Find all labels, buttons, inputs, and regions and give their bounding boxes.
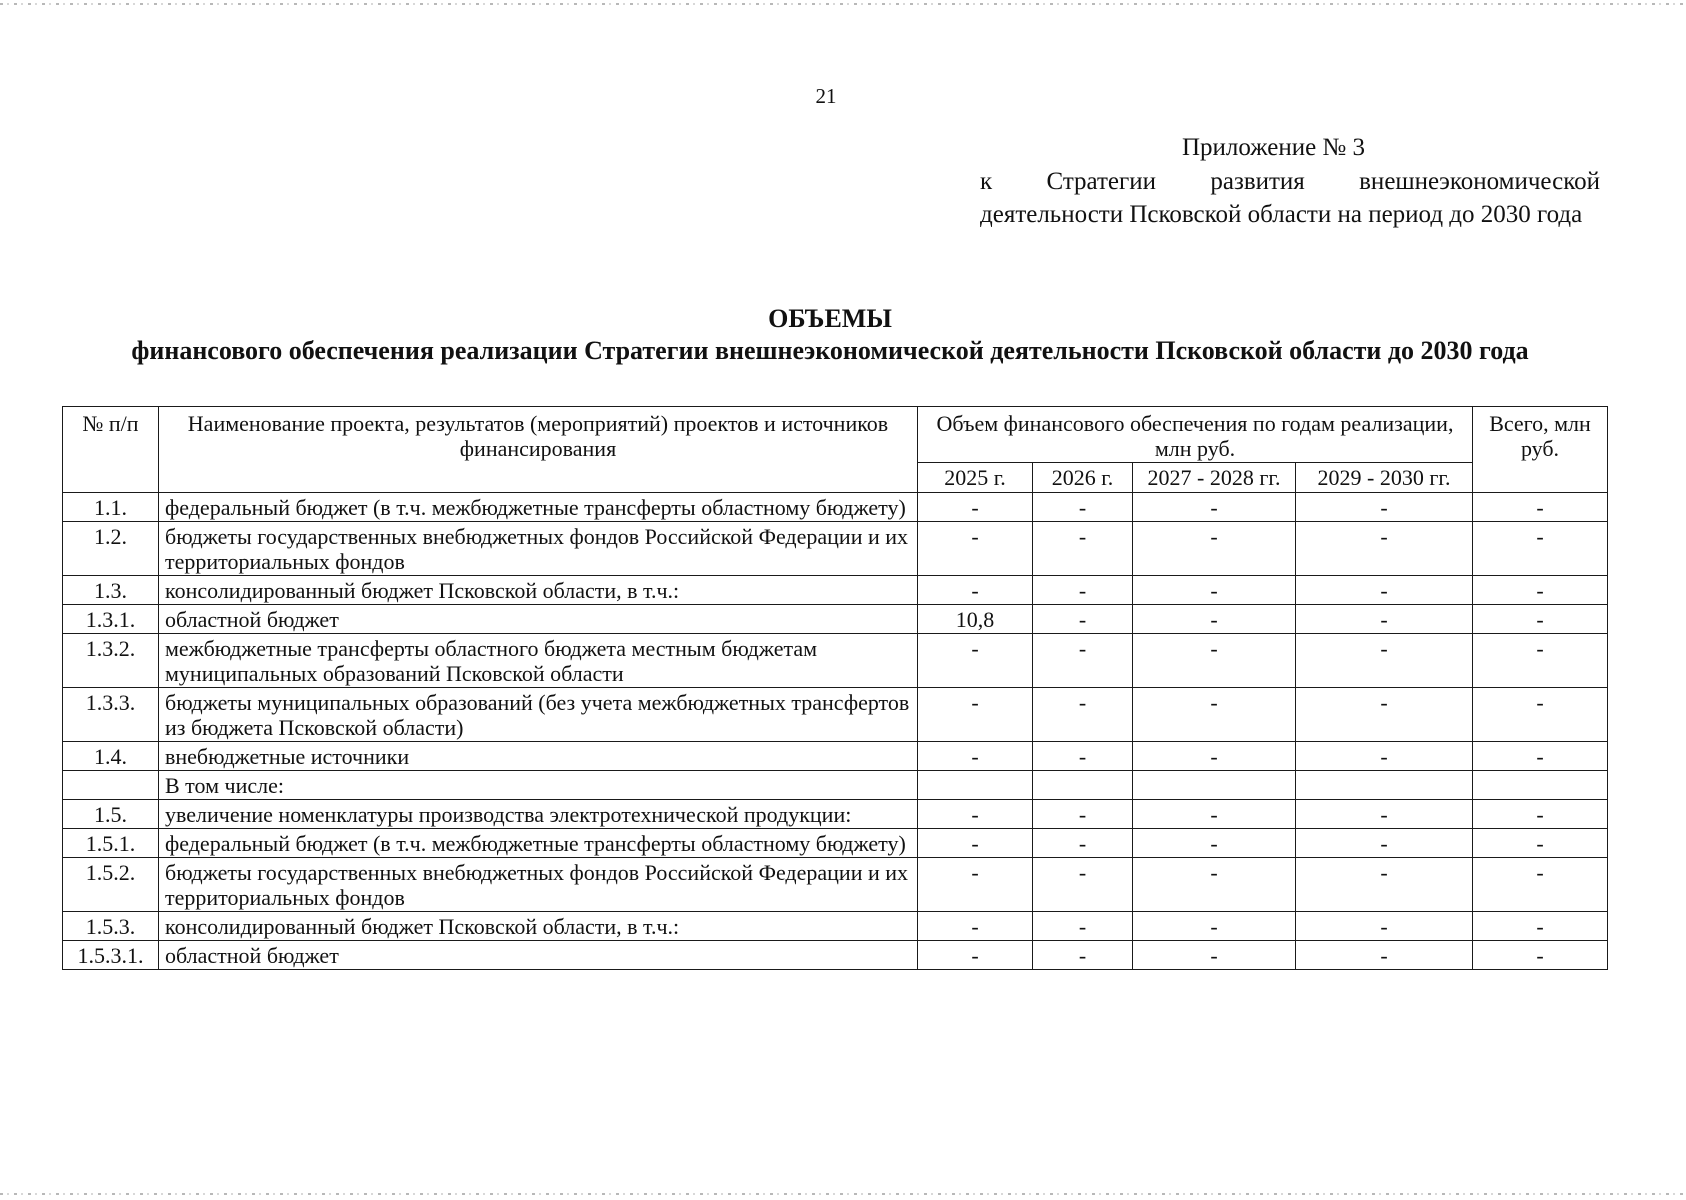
value-total: - xyxy=(1473,941,1608,970)
table-row xyxy=(63,858,1608,912)
value-2025: - xyxy=(918,941,1033,970)
row-name: внебюджетные источники xyxy=(159,742,918,771)
row-name: увеличение номенклатуры производства электротехнической продукции: xyxy=(159,800,918,829)
row-number: 1.5.3. xyxy=(63,912,159,941)
value-total: - xyxy=(1473,493,1608,522)
header-name: Наименование проекта, результатов (мероприятий) проектов и источников финансирования xyxy=(159,407,918,493)
value-2025: - xyxy=(918,522,1033,576)
table-row xyxy=(63,800,1608,829)
value-2026: - xyxy=(1033,941,1133,970)
value-2025: - xyxy=(918,912,1033,941)
value-2027-2028: - xyxy=(1133,800,1296,829)
table-row xyxy=(63,742,1608,771)
value-total xyxy=(1473,771,1608,800)
row-name: федеральный бюджет (в т.ч. межбюджетные трансферты областному бюджету) xyxy=(159,829,918,858)
table-header-row xyxy=(63,407,1608,463)
value-2029-2030: - xyxy=(1296,742,1473,771)
value-2027-2028: - xyxy=(1133,829,1296,858)
financing-table xyxy=(62,406,1608,970)
value-2027-2028: - xyxy=(1133,742,1296,771)
row-number: 1.5. xyxy=(63,800,159,829)
table-body xyxy=(63,493,1608,970)
scan-edge-bottom xyxy=(0,1193,1686,1195)
value-2025: - xyxy=(918,688,1033,742)
table-row xyxy=(63,576,1608,605)
row-name: консолидированный бюджет Псковской области, в т.ч.: xyxy=(159,576,918,605)
row-number: 1.3.3. xyxy=(63,688,159,742)
value-2029-2030 xyxy=(1296,771,1473,800)
header-total: Всего, млн руб. xyxy=(1473,407,1608,493)
value-2025: 10,8 xyxy=(918,605,1033,634)
value-2029-2030: - xyxy=(1296,605,1473,634)
header-year-2027-2028: 2027 - 2028 гг. xyxy=(1133,463,1296,493)
value-2025: - xyxy=(918,742,1033,771)
row-number: 1.1. xyxy=(63,493,159,522)
value-2026: - xyxy=(1033,634,1133,688)
table-row xyxy=(63,771,1608,800)
row-number: 1.4. xyxy=(63,742,159,771)
value-2027-2028: - xyxy=(1133,858,1296,912)
value-2027-2028: - xyxy=(1133,493,1296,522)
value-2026: - xyxy=(1033,800,1133,829)
document-title: ОБЪЕМЫ xyxy=(768,304,892,333)
value-2026: - xyxy=(1033,858,1133,912)
value-2029-2030: - xyxy=(1296,576,1473,605)
table-row xyxy=(63,941,1608,970)
row-number: 1.5.3.1. xyxy=(63,941,159,970)
value-2025: - xyxy=(918,858,1033,912)
table-row xyxy=(63,829,1608,858)
row-number: 1.3.2. xyxy=(63,634,159,688)
appendix-text: к Стратегии развития внешнеэкономической деятельности Псковской области на период до 2030 года xyxy=(980,168,1600,228)
value-2029-2030: - xyxy=(1296,634,1473,688)
row-number: 1.2. xyxy=(63,522,159,576)
value-2027-2028: - xyxy=(1133,912,1296,941)
table-row xyxy=(63,493,1608,522)
value-total: - xyxy=(1473,829,1608,858)
value-total: - xyxy=(1473,522,1608,576)
value-2027-2028: - xyxy=(1133,688,1296,742)
row-name: федеральный бюджет (в т.ч. межбюджетные трансферты областному бюджету) xyxy=(159,493,918,522)
value-2027-2028: - xyxy=(1133,634,1296,688)
value-2025: - xyxy=(918,493,1033,522)
value-2026: - xyxy=(1033,576,1133,605)
value-2029-2030: - xyxy=(1296,522,1473,576)
value-2029-2030: - xyxy=(1296,941,1473,970)
page-number: 21 xyxy=(815,84,837,108)
row-name: бюджеты государственных внебюджетных фондов Российской Федерации и их территориальных фондов xyxy=(159,522,918,576)
value-2026: - xyxy=(1033,493,1133,522)
row-name: межбюджетные трансферты областного бюджета местным бюджетам муниципальных образований Псковской области xyxy=(159,634,918,688)
value-2029-2030: - xyxy=(1296,912,1473,941)
value-2027-2028 xyxy=(1133,771,1296,800)
value-2026: - xyxy=(1033,742,1133,771)
value-2025: - xyxy=(918,576,1033,605)
value-2029-2030: - xyxy=(1296,800,1473,829)
value-2025: - xyxy=(918,800,1033,829)
value-2025 xyxy=(918,771,1033,800)
appendix-title: Приложение № 3 xyxy=(1182,134,1366,161)
header-year-2029-2030: 2029 - 2030 гг. xyxy=(1296,463,1473,493)
value-2025: - xyxy=(918,634,1033,688)
row-number: 1.3.1. xyxy=(63,605,159,634)
header-volume: Объем финансового обеспечения по годам реализации, млн руб. xyxy=(918,407,1473,463)
value-total: - xyxy=(1473,605,1608,634)
row-name: бюджеты муниципальных образований (без учета межбюджетных трансфертов из бюджета Псковской области) xyxy=(159,688,918,742)
table-row xyxy=(63,634,1608,688)
appendix-block xyxy=(980,131,1600,231)
table-row xyxy=(63,605,1608,634)
table-row xyxy=(63,522,1608,576)
header-year-2025: 2025 г. xyxy=(918,463,1033,493)
value-2026 xyxy=(1033,771,1133,800)
value-2026: - xyxy=(1033,912,1133,941)
value-2029-2030: - xyxy=(1296,688,1473,742)
value-2026: - xyxy=(1033,829,1133,858)
value-2027-2028: - xyxy=(1133,941,1296,970)
table-row xyxy=(63,912,1608,941)
row-number: 1.5.1. xyxy=(63,829,159,858)
value-2027-2028: - xyxy=(1133,522,1296,576)
value-2029-2030: - xyxy=(1296,493,1473,522)
value-total: - xyxy=(1473,742,1608,771)
row-number: 1.5.2. xyxy=(63,858,159,912)
value-total: - xyxy=(1473,634,1608,688)
header-year-2026: 2026 г. xyxy=(1033,463,1133,493)
scan-edge-top xyxy=(0,3,1686,5)
value-total: - xyxy=(1473,800,1608,829)
row-name: консолидированный бюджет Псковской области, в т.ч.: xyxy=(159,912,918,941)
value-2026: - xyxy=(1033,605,1133,634)
value-2026: - xyxy=(1033,522,1133,576)
row-name: В том числе: xyxy=(159,771,918,800)
value-total: - xyxy=(1473,576,1608,605)
document-subtitle: финансового обеспечения реализации Стратегии внешнеэкономической деятельности Псковской области до 2030 года xyxy=(131,336,1529,365)
row-name: областной бюджет xyxy=(159,941,918,970)
value-2027-2028: - xyxy=(1133,605,1296,634)
value-total: - xyxy=(1473,858,1608,912)
value-2026: - xyxy=(1033,688,1133,742)
table-row xyxy=(63,688,1608,742)
value-total: - xyxy=(1473,912,1608,941)
row-number: 1.3. xyxy=(63,576,159,605)
value-2029-2030: - xyxy=(1296,858,1473,912)
value-total: - xyxy=(1473,688,1608,742)
row-number xyxy=(63,771,159,800)
row-name: бюджеты государственных внебюджетных фондов Российской Федерации и их территориальных фондов xyxy=(159,858,918,912)
value-2027-2028: - xyxy=(1133,576,1296,605)
value-2025: - xyxy=(918,829,1033,858)
row-name: областной бюджет xyxy=(159,605,918,634)
header-num: № п/п xyxy=(63,407,159,493)
value-2029-2030: - xyxy=(1296,829,1473,858)
